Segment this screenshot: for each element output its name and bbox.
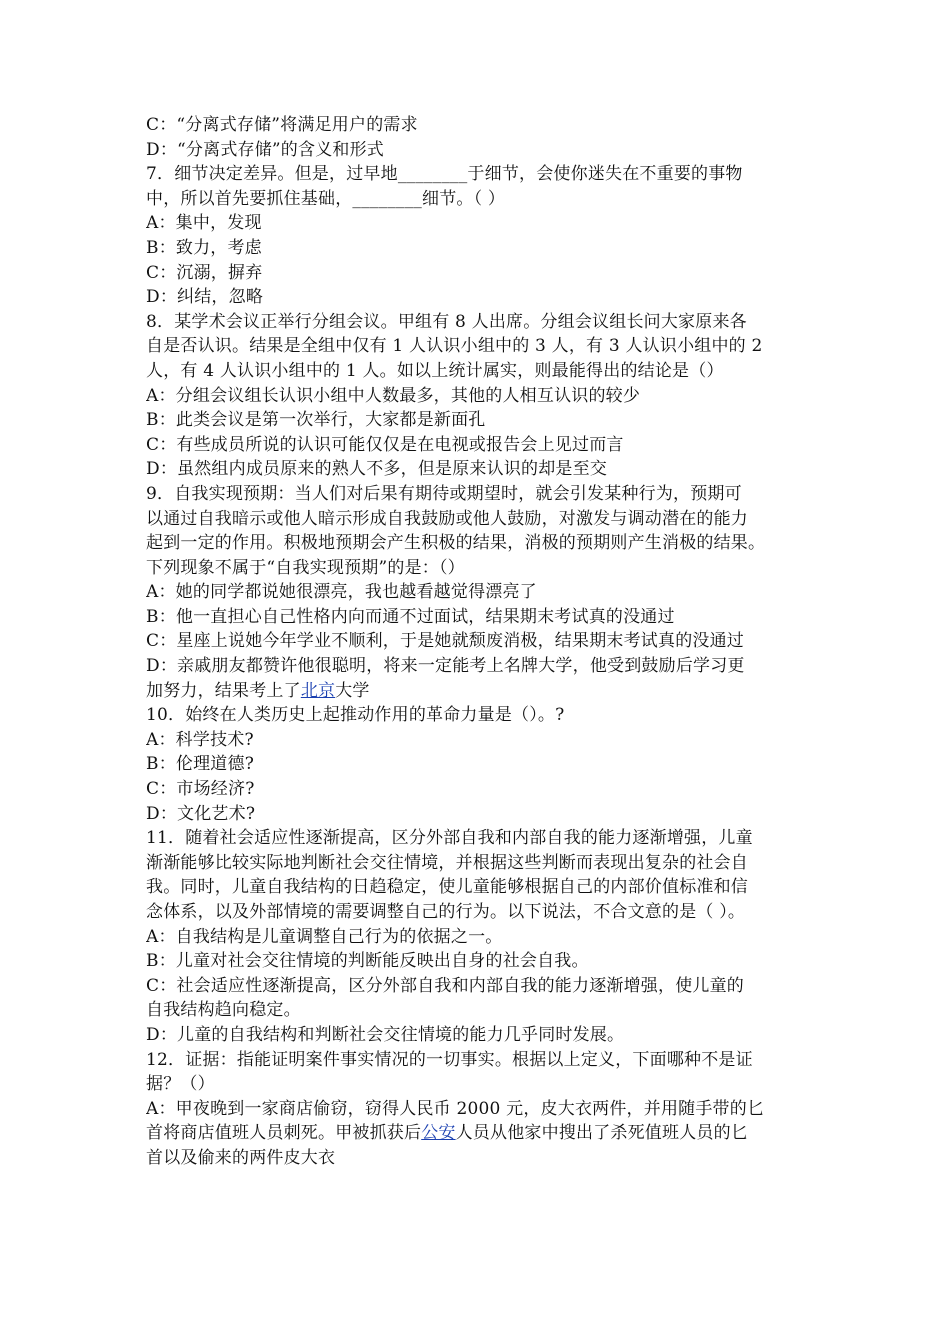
line-text: 大学 — [335, 680, 370, 701]
text-line: D：“分离式存储”的含义和形式 — [146, 139, 385, 160]
text-line: C：“分离式存储”将满足用户的需求 — [146, 115, 418, 135]
question-12-line: 12．证据：指能证明案件事实情况的一切事实。根据以上定义，下面哪种不是证 — [146, 1049, 753, 1070]
option-line: A：科学技术? — [146, 729, 254, 750]
option-line: C：社会适应性逐渐提高，区分外部自我和内部自我的能力逐渐增强，使儿童的 — [146, 975, 745, 996]
question-10-line: 10．始终在人类历史上起推动作用的革命力量是（）。? — [146, 705, 565, 726]
beijing-link[interactable]: 北京 — [300, 680, 336, 701]
option-line: C：市场经济? — [146, 779, 255, 800]
line-text: 人员从他家中搜出了杀死值班人员的匕 — [455, 1123, 749, 1144]
option-line: C：沉溺，摒弃 — [146, 262, 263, 283]
text-line: 渐渐能够比较实际地判断社会交往情境，并根据这些判断而表现出复杂的社会自 — [146, 852, 748, 873]
text-line: 起到一定的作用。积极地预期会产生积极的结果，消极的预期则产生消极的结果。 — [146, 533, 766, 554]
question-9-line: 9．自我实现预期：当人们对后果有期待或期望时，就会引发某种行为，预期可 — [146, 483, 742, 504]
option-line: A：甲夜晚到一家商店偷窃，窃得人民币 2000 元，皮大衣两件，并用随手带的匕 — [146, 1098, 765, 1119]
gongan-link[interactable]: 公安 — [421, 1123, 456, 1144]
option-line: C：有些成员所说的认识可能仅仅是在电视或报告会上见过而言 — [146, 434, 624, 455]
option-line: D：文化艺术? — [146, 803, 256, 824]
option-line: B：儿童对社会交往情境的判断能反映出自身的社会自我。 — [146, 951, 589, 972]
line-text: 首将商店值班人员刺死。甲被抓获后 — [146, 1123, 422, 1144]
option-line: C：星座上说她今年学业不顺利，于是她就颓废消极，结果期末考试真的没通过 — [146, 631, 745, 652]
text-line: 人，有 4 人认识小组中的 1 人。如以上统计属实，则最能得出的结论是（） — [146, 360, 724, 381]
question-11-line: 11．随着社会适应性逐渐提高，区分外部自我和内部自我的能力逐渐增强，儿童 — [146, 828, 753, 849]
text-line: 据？（） — [146, 1074, 215, 1095]
option-line: D：亲戚朋友都赞许他很聪明，将来一定能考上名牌大学，他受到鼓励后学习更 — [146, 656, 745, 677]
option-line: B：他一直担心自己性格内向而通不过面试，结果期末考试真的没通过 — [146, 606, 675, 627]
option-line: D：虽然组内成员原来的熟人不多，但是原来认识的却是至交 — [146, 459, 608, 480]
option-line: B：此类会议是第一次举行，大家都是新面孔 — [146, 410, 486, 431]
document-body — [146, 113, 814, 1171]
option-line: A：分组会议组长认识小组中人数最多，其他的人相互认识的较少 — [146, 385, 641, 406]
text-line: 下列现象不属于“自我实现预期”的是：（） — [146, 557, 465, 578]
option-line: B：伦理道德? — [146, 754, 255, 775]
option-line: D：儿童的自我结构和判断社会交往情境的能力几乎同时发展。 — [146, 1024, 625, 1045]
text-line: 以通过自我暗示或他人暗示形成自我鼓励或他人鼓励，对激发与调动潜在的能力 — [146, 508, 748, 529]
text-line: 中，所以首先要抓住基础，________细节。（ ） — [146, 188, 506, 209]
text-line: 念体系，以及外部情境的需要调整自己的行为。以下说法，不合文意的是（ ）。 — [146, 902, 746, 922]
text-line: 首以及偷来的两件皮大衣 — [146, 1147, 336, 1168]
option-line: B：致力，考虑 — [146, 237, 262, 258]
option-line: D：纠结，忽略 — [146, 287, 264, 308]
text-line — [146, 679, 814, 704]
option-line: A：她的同学都说她很漂亮，我也越看越觉得漂亮了 — [146, 582, 537, 603]
question-7-line: 7．细节决定差异。但是，过早地________于细节，会使你迷失在不重要的事物 — [146, 164, 743, 185]
text-line — [146, 1121, 814, 1146]
text-line: 自是否认识。结果是全组中仅有 1 人认识小组中的 3 人，有 3 人认识小组中的 2 — [146, 336, 763, 357]
line-text: 加努力，结果考上了 — [146, 680, 301, 701]
option-line: A：集中，发现 — [146, 213, 262, 234]
text-line: 自我结构趋向稳定。 — [146, 1000, 301, 1021]
question-8-line: 8．某学术会议正举行分组会议。甲组有 8 人出席。分组会议组长问大家原来各 — [146, 311, 747, 332]
option-line: A：自我结构是儿童调整自己行为的依据之一。 — [146, 926, 503, 947]
text-line: 我。同时，儿童自我结构的日趋稳定，使儿童能够根据自己的内部价值标准和信 — [146, 877, 748, 898]
